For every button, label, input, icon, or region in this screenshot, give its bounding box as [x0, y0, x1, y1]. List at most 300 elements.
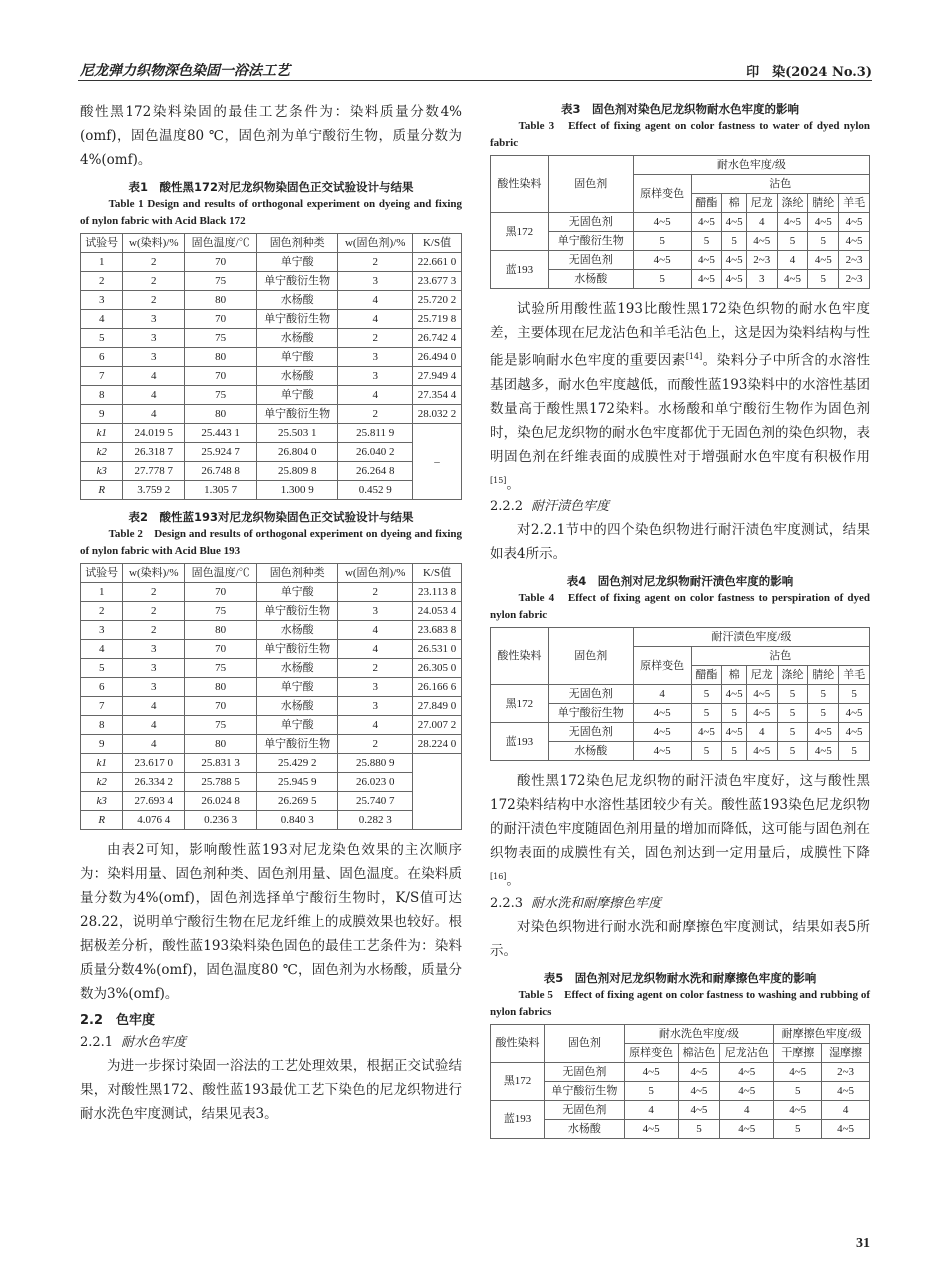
table-cell: 4~5: [624, 1062, 678, 1081]
table-cell: 4~5: [678, 1081, 719, 1100]
subsection-heading: 2.2.3 耐水洗和耐摩擦色牢度: [490, 895, 662, 911]
table-cell: 2~3: [746, 251, 777, 270]
table-cell: 9: [81, 735, 123, 754]
table-row: [81, 659, 462, 678]
table-header-cell: 沾色: [691, 647, 869, 666]
table-row: [81, 754, 462, 773]
table-header-cell: 棉: [722, 194, 747, 213]
table1-caption-cn: 表1 酸性黑172对尼龙织物染固色正交试验设计与结果: [128, 180, 414, 194]
table-cell: 4: [338, 310, 413, 329]
table-cell: 单宁酸衍生物: [545, 1081, 624, 1100]
table-cell: 2: [123, 253, 185, 272]
table-cell: 25.809 8: [257, 462, 338, 481]
table-cell: 6: [81, 678, 123, 697]
table-cell: 5: [678, 1119, 719, 1138]
table-cell: 2: [338, 659, 413, 678]
table-cell: 3: [123, 348, 185, 367]
table-cell: 4~5: [691, 251, 722, 270]
table-cell: 4~5: [720, 1081, 774, 1100]
table-cell: 5: [691, 685, 722, 704]
paragraph: 为进一步探讨染固一浴法的工艺处理效果，根据正交试验结果，对酸性黑172、酸性蓝193最优工艺下染色的尼龙织物进行耐水洗色牢度测试，结果见表3。: [80, 1058, 462, 1122]
table-row: [81, 348, 462, 367]
table1-caption-en: Table 1 Design and results of orthogonal experiment on dyeing and fixing of nylon fabric with Acid Black 172: [80, 198, 462, 227]
table-header-cell: K/S值: [413, 234, 462, 253]
table-cell: 蓝193: [491, 1100, 545, 1138]
table-cell: 3: [123, 640, 185, 659]
table-cell: 黑172: [491, 213, 549, 251]
table-cell: 4~5: [839, 232, 870, 251]
table-cell: 单宁酸衍生物: [257, 640, 338, 659]
table-header-cell: 羊毛: [839, 194, 870, 213]
table5-caption-en: Table 5 Effect of fixing agent on color fastness to washing and rubbing of nylon fabrics: [490, 988, 870, 1018]
table-row: [81, 291, 462, 310]
table-cell: 4: [624, 1100, 678, 1119]
table-cell: 4: [338, 291, 413, 310]
paragraph: 对染色织物进行耐水洗和耐摩擦色牢度测试，结果如表5所示。: [490, 918, 870, 959]
table-cell: 5: [777, 685, 808, 704]
table-cell: 3: [338, 697, 413, 716]
table-cell: 4~5: [839, 213, 870, 232]
table-row: [81, 329, 462, 348]
table-header-cell: 固色剂: [545, 1024, 624, 1062]
table-cell: 75: [185, 716, 257, 735]
table-row: [81, 640, 462, 659]
table-cell: 5: [777, 742, 808, 761]
table-cell: 70: [185, 367, 257, 386]
table-cell: 蓝193: [491, 251, 549, 289]
table-cell: 5: [81, 329, 123, 348]
table-cell: 5: [633, 232, 691, 251]
table-cell: 水杨酸: [257, 621, 338, 640]
table-cell: 5: [774, 1119, 822, 1138]
running-title: 尼龙弹力织物深色染固一浴法工艺: [80, 63, 290, 79]
table-cell: 26.264 8: [338, 462, 413, 481]
table-cell: 26.166 6: [413, 678, 462, 697]
table-header-cell: w(固色剂)/%: [338, 234, 413, 253]
table-row: [81, 773, 462, 792]
table-cell: 28.224 0: [413, 735, 462, 754]
table-cell: 27.949 4: [413, 367, 462, 386]
table-cell: –: [413, 424, 462, 500]
table-cell: 70: [185, 583, 257, 602]
table-cell: 水杨酸: [257, 697, 338, 716]
table-row: [491, 704, 870, 723]
table-cell: 4~5: [746, 704, 777, 723]
table-cell: 4~5: [633, 723, 691, 742]
table-cell: 70: [185, 697, 257, 716]
subsection-heading: 2.2.1 耐水色牢度: [80, 1035, 187, 1050]
table-cell: R: [81, 481, 123, 500]
table-cell: 0.840 3: [257, 811, 338, 830]
table-header-cell: 固色剂种类: [257, 564, 338, 583]
table-row: [81, 697, 462, 716]
table-row: [81, 716, 462, 735]
table-cell: 4~5: [777, 270, 808, 289]
table-cell: 5: [722, 232, 747, 251]
table-cell: 4~5: [720, 1119, 774, 1138]
table-cell: 4: [123, 367, 185, 386]
table-header-cell: 固色剂: [548, 156, 633, 213]
table-cell: 1.305 7: [185, 481, 257, 500]
table-cell: 3: [338, 367, 413, 386]
table-cell: 4.076 4: [123, 811, 185, 830]
table-cell: 80: [185, 678, 257, 697]
table-header-cell: 醋酯: [691, 194, 722, 213]
table-row: [491, 232, 870, 251]
table2-caption-cn: 表2 酸性蓝193对尼龙织物染固色正交试验设计与结果: [128, 510, 414, 524]
table-cell: 26.804 0: [257, 443, 338, 462]
table-cell: 4: [822, 1100, 870, 1119]
table-cell: 1: [81, 253, 123, 272]
table-cell: 5: [722, 704, 747, 723]
table-header-cell: 尼龙: [746, 194, 777, 213]
table-row: [81, 678, 462, 697]
table-cell: 4~5: [633, 213, 691, 232]
table4-caption-en: Table 4 Effect of fixing agent on color fastness to perspiration of dyed nylon fabric: [490, 592, 870, 621]
table-header-cell: 腈纶: [808, 666, 839, 685]
table3-caption-en: Table 3 Effect of fixing agent on color fastness to water of dyed nylon fabric: [490, 120, 870, 149]
table-cell: 28.032 2: [413, 405, 462, 424]
table-cell: 单宁酸衍生物: [257, 405, 338, 424]
table-cell: 3.759 2: [123, 481, 185, 500]
table-cell: 2: [338, 329, 413, 348]
table-row: [81, 462, 462, 481]
table-cell: 23.617 0: [123, 754, 185, 773]
table-cell: 23.683 8: [413, 621, 462, 640]
table-header-cell: 固色温度/℃: [185, 564, 257, 583]
table-header-cell: 耐汗渍色牢度/级: [633, 628, 869, 647]
table-header-cell: 沾色: [691, 175, 869, 194]
table-cell: 2: [338, 583, 413, 602]
table3: [490, 155, 870, 289]
table-row: [81, 583, 462, 602]
table-cell: 2: [123, 272, 185, 291]
table-cell: 2: [338, 735, 413, 754]
table-header-cell: 湿摩擦: [822, 1043, 870, 1062]
table-header-cell: 酸性染料: [491, 156, 549, 213]
table-cell: 26.494 0: [413, 348, 462, 367]
table-cell: 5: [839, 742, 870, 761]
table4-caption-cn: 表4 固色剂对尼龙织物耐汗渍色牢度的影响: [566, 574, 794, 588]
table-header-cell: 干摩擦: [774, 1043, 822, 1062]
table-cell: 单宁酸衍生物: [257, 272, 338, 291]
citation: [15]: [490, 475, 507, 485]
table-cell: 4: [338, 386, 413, 405]
table-cell: 27.354 4: [413, 386, 462, 405]
table-cell: 7: [81, 697, 123, 716]
table-cell: 水杨酸: [545, 1119, 624, 1138]
paragraph: 由表2可知，影响酸性蓝193对尼龙染色效果的主次顺序为：染料用量、固色剂种类、固色剂用量、固色温度。在染料质量分数为4%(omf)，固色剂选择单宁酸衍生物时，K/S值可达28.22，说明单宁酸衍生物在尼龙纤维上的成膜效果也较好。根据极差分析，酸性蓝193染料染色固色的最佳工艺条件为：染料质量分数4%(omf)，固色温度80 ℃，固色剂为水杨酸，质量分数为3%(omf)。: [80, 842, 462, 1002]
table-cell: 5: [81, 659, 123, 678]
table-row: [81, 792, 462, 811]
table-cell: 0.236 3: [185, 811, 257, 830]
table-row: [81, 424, 462, 443]
table1: [80, 233, 462, 500]
table-cell: 5: [808, 232, 839, 251]
citation: [16]: [490, 872, 507, 881]
table-cell: 3: [81, 621, 123, 640]
table-cell: 单宁酸: [257, 678, 338, 697]
table-cell: 4~5: [722, 685, 747, 704]
table-header-cell: 醋酯: [691, 666, 722, 685]
table-cell: 0.452 9: [338, 481, 413, 500]
table-header-cell: 耐水洗色牢度/级: [624, 1024, 774, 1043]
table-cell: 3: [81, 291, 123, 310]
table-cell: 水杨酸: [257, 291, 338, 310]
table-cell: 4~5: [746, 232, 777, 251]
table-cell: 75: [185, 602, 257, 621]
left-column: [80, 100, 462, 1126]
table-cell: k3: [81, 792, 123, 811]
table-cell: 2: [81, 602, 123, 621]
table-cell: 水杨酸: [257, 367, 338, 386]
table-cell: 5: [777, 723, 808, 742]
table-header-cell: K/S值: [413, 564, 462, 583]
table-cell: 4~5: [722, 251, 747, 270]
table-cell: 2: [81, 272, 123, 291]
table3-caption-cn: 表3 固色剂对染色尼龙织物耐水色牢度的影响: [561, 102, 799, 116]
table-header-cell: 棉: [722, 666, 747, 685]
table-cell: 4: [338, 640, 413, 659]
table-header-cell: 原样变色: [633, 175, 691, 213]
table-cell: 27.849 0: [413, 697, 462, 716]
table-cell: 23.677 3: [413, 272, 462, 291]
table-cell: 单宁酸衍生物: [548, 704, 633, 723]
table-cell: k1: [81, 424, 123, 443]
table-cell: 水杨酸: [548, 270, 633, 289]
table-cell: 4~5: [722, 213, 747, 232]
table-row: [491, 723, 870, 742]
table-cell: 4: [338, 621, 413, 640]
table-cell: 5: [808, 685, 839, 704]
table-cell: 2: [123, 602, 185, 621]
table-cell: 4: [123, 735, 185, 754]
table-cell: 无固色剂: [545, 1062, 624, 1081]
table-row: [81, 443, 462, 462]
table2: [80, 563, 462, 830]
table-cell: 4~5: [839, 723, 870, 742]
table-row: [81, 602, 462, 621]
table2-caption-en: Table 2 Design and results of orthogonal experiment on dyeing and fixing of nylon fabric with Acid Blue 193: [80, 528, 462, 557]
table-row: [81, 811, 462, 830]
table-cell: 4~5: [633, 742, 691, 761]
table-row: [81, 367, 462, 386]
table-cell: 5: [624, 1081, 678, 1100]
table-row: [81, 735, 462, 754]
table-cell: 26.742 4: [413, 329, 462, 348]
table-cell: 70: [185, 640, 257, 659]
table-cell: 4~5: [633, 251, 691, 270]
table-cell: 4~5: [633, 704, 691, 723]
table-cell: 4~5: [777, 213, 808, 232]
table-cell: 4~5: [691, 270, 722, 289]
table-header-cell: 原样变色: [624, 1043, 678, 1062]
table-cell: 26.318 7: [123, 443, 185, 462]
table-cell: 4~5: [774, 1100, 822, 1119]
table-cell: 27.693 4: [123, 792, 185, 811]
table-cell: 25.880 9: [338, 754, 413, 773]
table-cell: 4: [633, 685, 691, 704]
table-cell: 4~5: [678, 1062, 719, 1081]
table-cell: 25.740 7: [338, 792, 413, 811]
table-header-cell: 腈纶: [808, 194, 839, 213]
table-cell: 单宁酸: [257, 348, 338, 367]
table-cell: 25.788 5: [185, 773, 257, 792]
table-cell: 单宁酸衍生物: [257, 735, 338, 754]
table-cell: 4: [81, 310, 123, 329]
table-cell: 水杨酸: [257, 329, 338, 348]
paragraph: 酸性黑172染色尼龙织物的耐汗渍色牢度好，这与酸性黑172染料结构中水溶性基团较少有关。酸性蓝193染色尼龙织物的耐汗渍色牢度随固色剂用量的增加而降低，这可能与固色剂在织物表面的成膜性有关，固色剂达到一定用量后，成膜性下降[16]。: [490, 773, 870, 889]
table-cell: 75: [185, 659, 257, 678]
table-cell: 2: [123, 621, 185, 640]
table-header-cell: 原样变色: [633, 647, 691, 685]
table-cell: 4~5: [774, 1062, 822, 1081]
table-header-cell: w(染料)/%: [123, 234, 185, 253]
table-header-cell: 耐摩擦色牢度/级: [774, 1024, 870, 1043]
table-cell: 23.113 8: [413, 583, 462, 602]
table-cell: 26.334 2: [123, 773, 185, 792]
table-cell: 3: [338, 272, 413, 291]
table-cell: 2: [123, 291, 185, 310]
table-cell: 4: [123, 386, 185, 405]
table-cell: 3: [123, 678, 185, 697]
table-cell: 4: [746, 213, 777, 232]
table-cell: 80: [185, 405, 257, 424]
table-cell: 25.443 1: [185, 424, 257, 443]
table5-caption-cn: 表5 固色剂对尼龙织物耐水洗和耐摩擦色牢度的影响: [543, 970, 817, 985]
journal-issue: 印 染(2024 No.3): [746, 65, 872, 80]
table-cell: 4~5: [822, 1081, 870, 1100]
table-cell: k1: [81, 754, 123, 773]
table-header-cell: 酸性染料: [491, 628, 549, 685]
table-cell: 单宁酸: [257, 716, 338, 735]
table-row: [81, 481, 462, 500]
table-cell: 5: [808, 704, 839, 723]
table-cell: 3: [123, 329, 185, 348]
table-cell: 4: [746, 723, 777, 742]
table-cell: R: [81, 811, 123, 830]
table-cell: 25.811 9: [338, 424, 413, 443]
table-cell: 黑172: [491, 1062, 545, 1100]
table-row: [81, 272, 462, 291]
paragraph: 试验所用酸性蓝193比酸性黑172染色织物的耐水色牢度差，主要体现在尼龙沾色和羊毛沾色上，这是因为染料结构与性能是影响耐水色牢度的重要因素[14]。染料分子中所含的水溶性基团越多，耐水色牢度越低，而酸性蓝193染料中的水溶性基团数量高于酸性黑172染料。水杨酸和单宁酸衍生物作为固色剂时，染色尼龙织物的耐水色牢度都优于无固色剂的染色织物，表明固色剂在纤维表面的成膜性对于增强耐水色牢度有积极作用[15]。: [490, 301, 871, 492]
table-cell: 4: [123, 405, 185, 424]
table-cell: 水杨酸: [257, 659, 338, 678]
subsection-heading: 2.2.2 耐汗渍色牢度: [490, 499, 610, 514]
table-cell: 27.778 7: [123, 462, 185, 481]
table-cell: 8: [81, 386, 123, 405]
table-cell: 4~5: [808, 723, 839, 742]
table-cell: 80: [185, 291, 257, 310]
table-cell: 25.719 8: [413, 310, 462, 329]
table-row: [491, 213, 870, 232]
table-cell: 3: [123, 659, 185, 678]
table-cell: k3: [81, 462, 123, 481]
table-cell: 4: [777, 251, 808, 270]
table-cell: 5: [691, 232, 722, 251]
table-cell: 3: [338, 602, 413, 621]
table-cell: 27.007 2: [413, 716, 462, 735]
table-cell: 4~5: [691, 213, 722, 232]
table-cell: 4~5: [722, 723, 747, 742]
table-cell: 无固色剂: [548, 685, 633, 704]
table-cell: 2: [338, 405, 413, 424]
table-cell: 7: [81, 367, 123, 386]
table-cell: 5: [808, 270, 839, 289]
table-row: [491, 742, 870, 761]
table-cell: 3: [338, 678, 413, 697]
table-header-cell: 固色剂种类: [257, 234, 338, 253]
table-row: [491, 685, 870, 704]
table-cell: 25.831 3: [185, 754, 257, 773]
table-cell: 3: [746, 270, 777, 289]
table-cell: 25.924 7: [185, 443, 257, 462]
table-cell: 0.282 3: [338, 811, 413, 830]
table-row: [491, 251, 870, 270]
table-cell: 无固色剂: [548, 723, 633, 742]
table-cell: 4: [81, 640, 123, 659]
table-header-cell: 尼龙沾色: [720, 1043, 774, 1062]
table-cell: 单宁酸: [257, 386, 338, 405]
table-header-cell: 试验号: [81, 234, 123, 253]
table-cell: 8: [81, 716, 123, 735]
table-cell: 26.024 8: [185, 792, 257, 811]
table-cell: 4~5: [720, 1062, 774, 1081]
table-header-cell: 涤纶: [777, 666, 808, 685]
table-cell: 4~5: [746, 742, 777, 761]
table-cell: 26.269 5: [257, 792, 338, 811]
table-cell: 80: [185, 621, 257, 640]
page-number: 31: [856, 1236, 870, 1251]
table-cell: 黑172: [491, 685, 549, 723]
table-cell: 4: [720, 1100, 774, 1119]
table-header-cell: 固色温度/℃: [185, 234, 257, 253]
table-header-cell: w(固色剂)/%: [338, 564, 413, 583]
table-cell: 26.748 8: [185, 462, 257, 481]
table-cell: 70: [185, 310, 257, 329]
table-cell: 蓝193: [491, 723, 549, 761]
table-cell: 5: [839, 685, 870, 704]
table-row: [491, 1119, 870, 1138]
table-cell: 25.720 2: [413, 291, 462, 310]
table-cell: 1.300 9: [257, 481, 338, 500]
table-row: [81, 253, 462, 272]
table-cell: 4~5: [822, 1119, 870, 1138]
table-cell: 5: [691, 742, 722, 761]
table-cell: 70: [185, 253, 257, 272]
table-cell: 25.945 9: [257, 773, 338, 792]
table-cell: 4~5: [691, 723, 722, 742]
table-header-cell: w(染料)/%: [123, 564, 185, 583]
table-header-cell: 酸性染料: [491, 1024, 545, 1062]
table-row: [81, 310, 462, 329]
table-cell: 26.023 0: [338, 773, 413, 792]
right-column: [490, 100, 870, 1147]
header-rule: [78, 80, 872, 81]
table-cell: 4~5: [624, 1119, 678, 1138]
section-heading: 2.2 色牢度: [80, 1013, 156, 1028]
table-cell: 5: [691, 704, 722, 723]
table-cell: 2: [338, 253, 413, 272]
table-cell: 75: [185, 329, 257, 348]
table-cell: k2: [81, 773, 123, 792]
table-header-cell: 尼龙: [746, 666, 777, 685]
table-cell: 3: [123, 310, 185, 329]
table-cell: 1: [81, 583, 123, 602]
table-cell: 无固色剂: [545, 1100, 624, 1119]
table-row: [81, 621, 462, 640]
table-header-cell: 耐水色牢度/级: [633, 156, 869, 175]
